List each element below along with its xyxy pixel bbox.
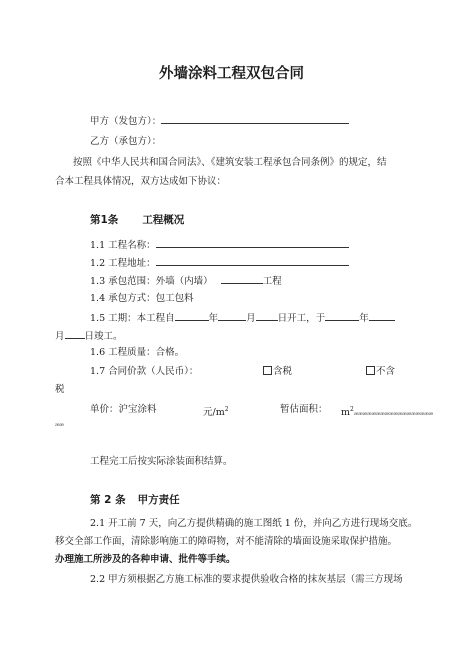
area-unit-sup: 2 [350,406,354,413]
party-a-label: 甲方（发包方）： [90,116,162,127]
item-2-2-line-1: 2.2 甲方须根据乙方施工标准的要求提供验收合格的抹灰基层（需三方现场 [90,574,403,585]
start-day-blank [256,311,278,321]
tax-included-checkbox[interactable] [263,366,272,375]
area-label: 暂估面积： [280,404,328,415]
unit-price-unit-text: 元/m [203,407,225,419]
project-address-blank [156,256,349,266]
filler-glyphs-cont: ææ [55,422,64,428]
item-1-3 [90,274,282,288]
end-month-blank [369,311,395,321]
project-name-blank [156,238,349,248]
item-1-1-label: 1.1 工程名称： [90,240,156,251]
page-title: 外墙涂料工程双包合同 [159,66,304,82]
party-a-blank [161,114,349,124]
filler-glyphs: ææææææææææææææææææ [353,411,434,418]
area-unit [341,404,433,420]
section-2-heading [90,494,180,506]
tax-excluded-option[interactable] [366,366,395,378]
item-2-1-line-2: 移交全部工作面，清除影响施工的障碍物，对不能清除的墙面设施采取保护措施。 [55,536,398,547]
item-1-3-label: 1.3 承包范围：外墙（内墙） [90,276,213,287]
item-2-1-line-1: 2.1 开工前 7 天，向乙方提供精确的施工图纸 1 份，并向乙方进行现场交底。 [90,518,418,529]
intro-line-1: 按照《中华人民共和国合同法》、《建筑安装工程承包合同条例》的规定，结 [73,157,387,168]
area-unit-text: m [341,407,351,419]
tax-excluded-checkbox[interactable] [366,366,375,375]
party-b-label: 乙方（承包方）： [90,136,162,147]
start-year-unit: 年 [208,313,219,324]
end-year-blank [325,311,359,321]
end-month-unit: 月 [55,331,65,342]
end-day-unit: 日竣工。 [84,331,123,342]
item-1-4: 1.4 承包方式：包工包料 [90,293,194,304]
item-2-1-line-3: 办理施工所涉及的各种申请、批件等手续。 [55,554,236,565]
start-month-blank [218,311,246,321]
end-day-blank [65,329,85,339]
end-year-unit: 年 [359,313,369,324]
section-2-number: 第 2 条 [90,494,126,506]
unit-price-unit [203,404,229,419]
item-1-5 [90,311,395,325]
item-1-5-cont [55,329,123,343]
intro-line-2: 合本工程具体情况，双方达成如下协议： [55,176,227,187]
item-1-7-cont: 税 [55,384,65,395]
item-1-2-label: 1.2 工程地址： [90,258,156,269]
item-1-3-suffix: 工程 [262,276,282,287]
tax-included-option[interactable] [263,366,292,378]
settlement-note: 工程完工后按实际涂装面积结算。 [90,456,233,467]
start-month-unit: 月 [246,313,256,324]
party-a-row [90,114,349,128]
tax-included-label: 含税 [273,366,293,377]
tax-excluded-label: 不含 [376,366,396,377]
unit-price-unit-sup: 2 [224,406,229,413]
section-2-title: 甲方责任 [137,494,180,506]
section-1-title: 工程概况 [142,214,185,226]
item-1-7-label: 1.7 合同价款（人民币）： [90,366,199,377]
item-1-2 [90,256,349,270]
item-1-1 [90,238,349,252]
start-day-unit: 日开工，于 [277,313,326,324]
item-1-6: 1.6 工程质量：合格。 [90,347,185,358]
scope-blank [221,274,263,284]
section-1-heading [90,214,184,226]
unit-price-label: 单价：沪宝涂料 [90,404,157,415]
section-1-number: 第1条 [90,214,119,226]
start-year-blank [175,311,209,321]
item-1-5-label: 1.5 工期：本工程自 [90,313,175,324]
